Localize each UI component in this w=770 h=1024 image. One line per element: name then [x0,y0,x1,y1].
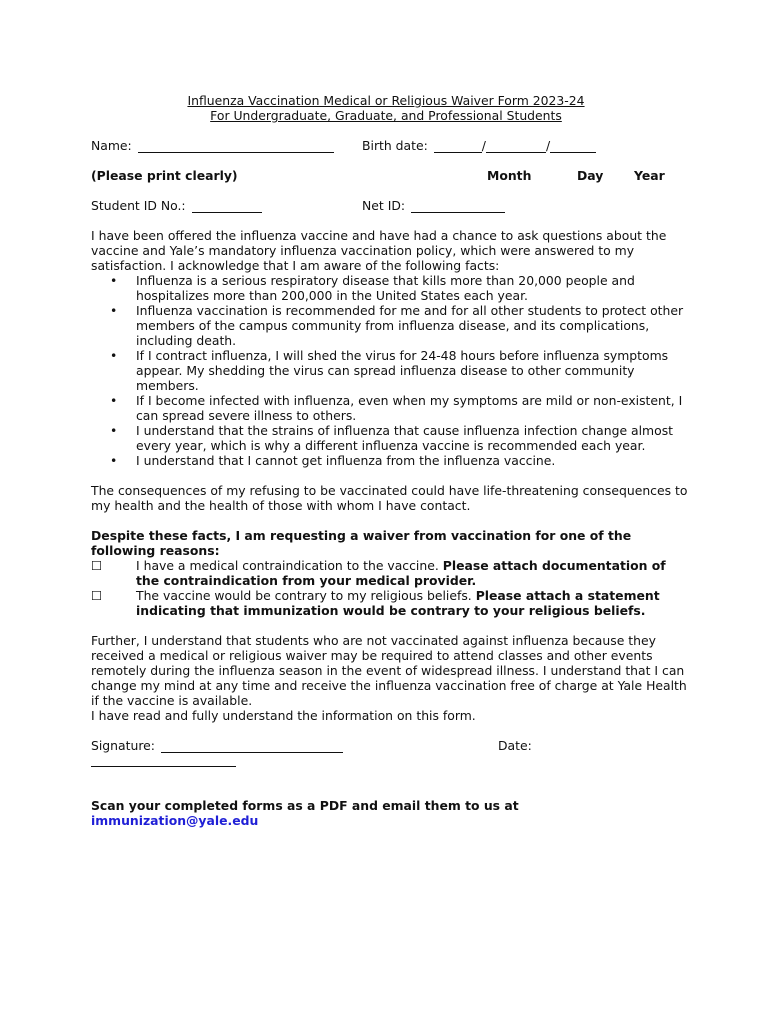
id-row [91,198,691,213]
birth-year-field[interactable] [550,139,596,153]
student-id-field[interactable] [192,199,262,213]
medical-option-text: I have a medical contraindication to the vaccine. [136,558,439,573]
list-item: • I understand that the strains of influenza that cause influenza infection change almost every year, which is why a different influenza vaccine is recommended each year. [91,423,691,453]
month-label: Month [487,168,532,183]
medical-option [91,558,691,588]
intro-paragraph: I have been offered the influenza vaccine and have had a chance to ask questions about the vaccine and Yale’s mandatory influenza vaccination policy, which were answered to my satisfaction. I acknowledge that I am aware of the following facts: [91,228,667,273]
birth-separator: / [481,138,486,153]
birth-day-field[interactable] [486,139,546,153]
name-birth-row [91,138,691,153]
email-link[interactable]: immunization@yale.edu [91,813,259,828]
consequences-paragraph: The consequences of my refusing to be vaccinated could have life-threatening consequences to my health and the health of those with whom I have contact. [91,483,688,513]
list-item: • If I become infected with influenza, even when my symptoms are mild or non-existent, I can spread severe illness to others. [91,393,691,423]
net-id-label: Net ID: [362,198,406,213]
religious-option-text: The vaccine would be contrary to my religious beliefs. [136,588,472,603]
name-label: Name: [91,138,132,153]
list-item: • I understand that I cannot get influenza from the influenza vaccine. [91,453,691,468]
religious-option [91,588,691,618]
year-label: Year [634,168,665,183]
title-line-1: Influenza Vaccination Medical or Religious Waiver Form 2023-24 [187,93,585,108]
waiver-request-heading: Despite these facts, I am requesting a waiver from vaccination for one of the following reasons: [91,528,632,558]
form-title [91,93,681,123]
religious-checkbox[interactable]: ☐ [91,588,103,603]
list-item: • Influenza is a serious respiratory disease that kills more than 20,000 people and hospitalizes more than 200,000 in the United States each year. [91,273,691,303]
print-row [91,168,691,183]
signature-field[interactable] [161,739,343,753]
print-clearly-note: (Please print clearly) [91,168,238,183]
date-line-row [91,753,691,768]
name-field[interactable] [138,139,334,153]
date-field[interactable] [91,753,236,767]
signature-label: Signature: [91,738,155,753]
day-label: Day [577,168,604,183]
further-paragraph: Further, I understand that students who are not vaccinated against influenza because they received a medical or religious waiver may be required to attend classes and other events remotely during the influenza season in the event of widespread illness. I understand that I can change my mind at any time and receive the influenza vaccination free of charge at Yale Health if the vaccine is available. [91,633,687,708]
net-id-field[interactable] [411,199,505,213]
read-statement: I have read and fully understand the information on this form. [91,708,476,723]
list-item: • Influenza vaccination is recommended for me and for all other students to protect other members of the campus community from influenza disease, and its complications, including death. [91,303,691,348]
medical-checkbox[interactable]: ☐ [91,558,103,573]
title-line-2: For Undergraduate, Graduate, and Professional Students [210,108,562,123]
medical-option-instruction: Please attach documentation of the contraindication from your medical provider. [136,558,666,588]
waiver-form [91,93,691,828]
scan-instructions: Scan your completed forms as a PDF and email them to us at [91,798,519,813]
date-label: Date: [498,738,532,753]
signature-row [91,738,691,753]
birth-month-field[interactable] [434,139,482,153]
student-id-label: Student ID No.: [91,198,186,213]
religious-option-instruction: Please attach a statement indicating that immunization would be contrary to your religious beliefs. [136,588,660,618]
list-item: • If I contract influenza, I will shed the virus for 24-48 hours before influenza symptoms appear. My shedding the virus can spread influenza disease to other community members. [91,348,691,393]
facts-list [91,273,691,468]
birth-separator: / [545,138,551,153]
birth-date-label: Birth date: [362,138,428,153]
